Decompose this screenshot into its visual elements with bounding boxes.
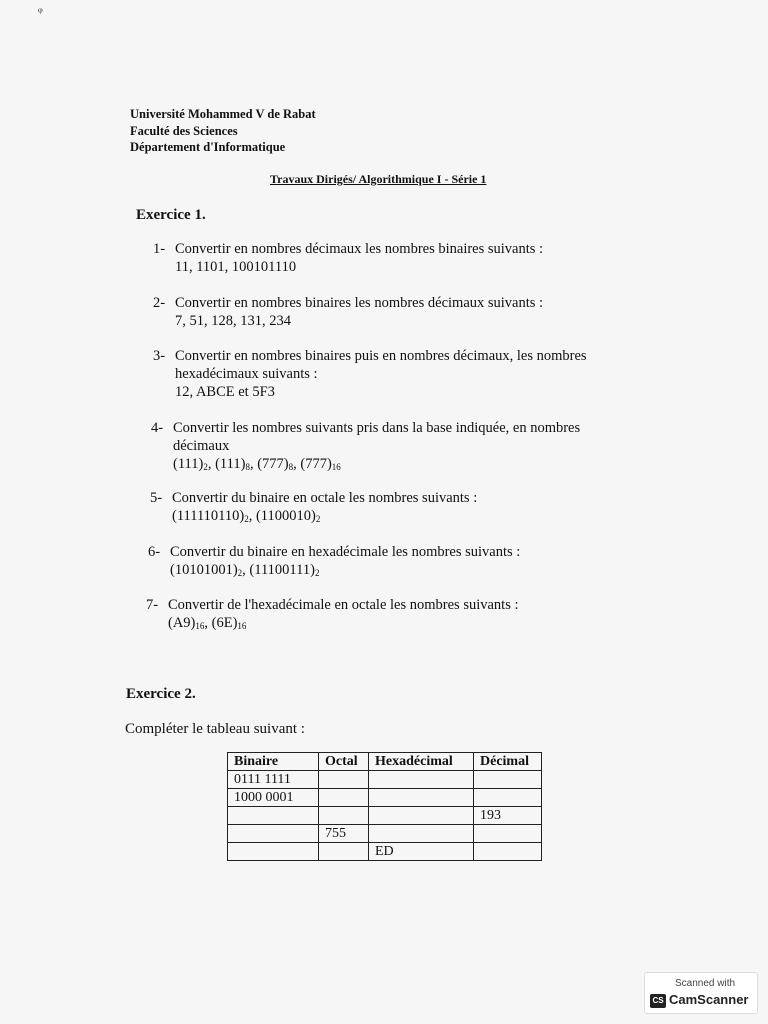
- institution-header: [130, 106, 316, 156]
- table-cell: [319, 807, 369, 825]
- table-cell: [474, 843, 542, 861]
- item-number: 6-: [148, 544, 161, 560]
- table-cell: [474, 825, 542, 843]
- table-cell: [474, 789, 542, 807]
- item-values: $(111)_2$, $(111)_8$, $(777)_8$, $(777)_{16}$: [173, 456, 341, 472]
- table-cell: [319, 771, 369, 789]
- camscanner-badge: [644, 972, 758, 1014]
- table-row: [228, 825, 542, 843]
- exercise1-item-2: [153, 294, 544, 330]
- table-row: [228, 807, 542, 825]
- header-decimal: Décimal: [474, 753, 542, 771]
- exercise1-item-5: [150, 489, 478, 528]
- item-number: 4-: [151, 420, 164, 436]
- table-cell: [228, 807, 319, 825]
- item-text: Convertir en nombres décimaux les nombres binaires suivants :: [175, 241, 544, 257]
- header-binaire: Binaire: [228, 753, 319, 771]
- scan-artifact-mark: ᵩ: [38, 0, 43, 15]
- table-row: [228, 789, 542, 807]
- faculty-name: Faculté des Sciences: [130, 123, 238, 138]
- item-text: Convertir de l'hexadécimale en octale les nombres suivants :: [168, 597, 519, 613]
- badge-brand-name: CamScanner: [669, 992, 749, 1007]
- exercise1-item-4: [151, 419, 581, 476]
- item-text: Convertir les nombres suivants pris dans la base indiquée, en nombres: [173, 420, 581, 436]
- item-values: $(10101001)_2$, $(11100111)_2$: [170, 562, 320, 578]
- item-values: $(A9)_{16}$, $(6E)_{16}$: [168, 615, 247, 631]
- exercise1-item-6: [148, 543, 521, 582]
- table-cell: [369, 771, 474, 789]
- table-cell: ED: [369, 843, 474, 861]
- conversion-table: [227, 752, 542, 861]
- item-number: 5-: [150, 490, 163, 506]
- table-cell: [369, 789, 474, 807]
- item-text: Convertir du binaire en hexadécimale les nombres suivants :: [170, 544, 521, 560]
- item-values: 7, 51, 128, 131, 234: [175, 313, 291, 329]
- item-text: Convertir en nombres binaires les nombres décimaux suivants :: [175, 295, 544, 311]
- item-number: 1-: [153, 241, 166, 257]
- table-cell: [228, 825, 319, 843]
- header-hexadecimal: Hexadécimal: [369, 753, 474, 771]
- table-cell: 755: [319, 825, 369, 843]
- department-name: Département d'Informatique: [130, 140, 286, 154]
- exercise2-intro: Compléter le tableau suivant :: [125, 721, 305, 737]
- document-title: Travaux Dirigés/ Algorithmique I - Série 1: [270, 172, 487, 186]
- table-cell: [369, 807, 474, 825]
- table-row: [228, 771, 542, 789]
- table-cell: [319, 789, 369, 807]
- item-text-cont: hexadécimaux suivants :: [175, 366, 318, 382]
- item-text: Convertir du binaire en octale les nombres suivants :: [172, 490, 478, 506]
- university-name: Université Mohammed V de Rabat: [130, 107, 316, 121]
- item-text-cont: décimaux: [173, 438, 230, 454]
- table-cell: 1000 0001: [228, 789, 319, 807]
- item-values: 11, 1101, 100101110: [175, 259, 297, 275]
- exercise1-heading: Exercice 1.: [136, 207, 206, 223]
- header-octal: Octal: [319, 753, 369, 771]
- table-cell: [369, 825, 474, 843]
- table-cell: [228, 843, 319, 861]
- exercise1-item-1: [153, 240, 544, 276]
- table-row: [228, 843, 542, 861]
- exercise2-heading: Exercice 2.: [126, 686, 196, 702]
- table-cell: 0111 1111: [228, 771, 319, 789]
- camscanner-logo-icon: CS: [650, 994, 666, 1008]
- item-number: 3-: [153, 348, 166, 364]
- item-values: 12, ABCE et 5F3: [175, 384, 275, 400]
- item-text: Convertir en nombres binaires puis en nombres décimaux, les nombres: [175, 348, 587, 364]
- table-cell: [474, 771, 542, 789]
- table-header-row: [228, 753, 542, 771]
- item-number: 7-: [146, 597, 159, 613]
- badge-caption: Scanned with: [675, 978, 736, 989]
- item-number: 2-: [153, 295, 166, 311]
- table-cell: 193: [474, 807, 542, 825]
- table-cell: [319, 843, 369, 861]
- exercise1-item-3: [153, 347, 587, 401]
- exercise1-item-7: [146, 596, 519, 635]
- item-values: $(111110110)_2$, $(1100010)_2$: [172, 508, 321, 524]
